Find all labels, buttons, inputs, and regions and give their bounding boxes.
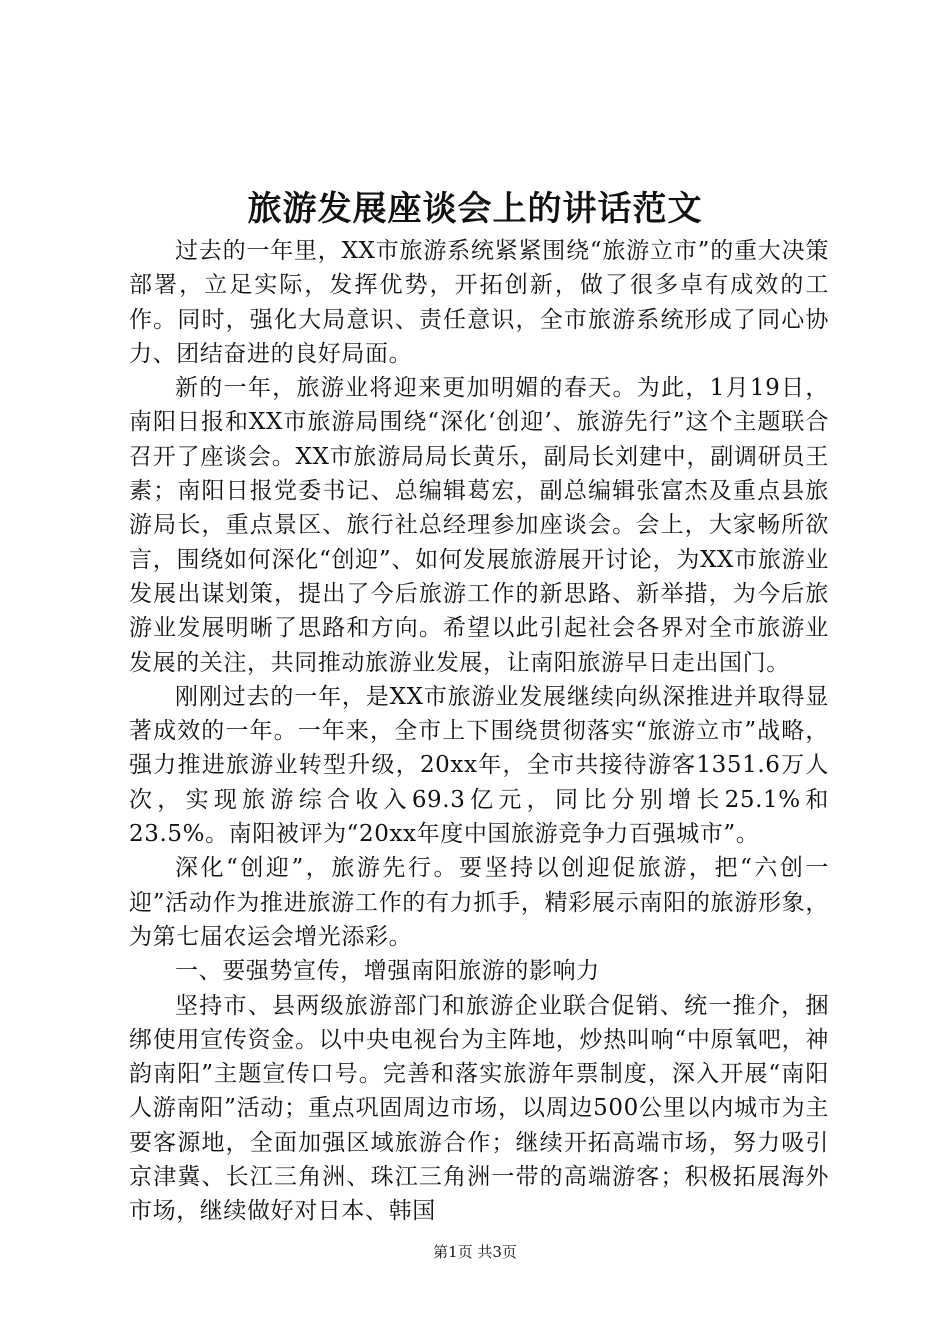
- paragraph-2: 新的一年，旅游业将迎来更加明媚的春天。为此，1月19日，南阳日报和XX市旅游局围绕“深化‘创迎’、旅游先行”这个主题联合召开了座谈会。XX市旅游局局长黄乐，副局长刘建中，副调研员王素；南阳日报党委书记、总编辑葛宏，副总编辑张富杰及重点县旅游局长，重点景区、旅行社总经理参加座谈会。会上，大家畅所欲言，围绕如何深化“创迎”、如何发展旅游展开讨论，为XX市旅游业发展出谋划策，提出了今后旅游工作的新思路、新举措，为今后旅游业发展明晰了思路和方向。希望以此引起社会各界对全市旅游业发展的关注，共同推动旅游业发展，让南阳旅游早日走出国门。: [129, 375, 829, 676]
- section-heading-1: 一、要强势宣传，增强南阳旅游的影响力: [175, 958, 600, 985]
- paragraph-4: 深化“创迎”，旅游先行。要坚持以创迎促旅游，把“六创一迎”活动作为推进旅游工作的有力抓手，精彩展示南阳的旅游形象，为第七届农运会增光添彩。: [129, 855, 829, 950]
- document-body: [129, 234, 829, 1229]
- page-footer: 第1页 共3页: [433, 1243, 517, 1261]
- document-title: 旅游发展座谈会上的讲话范文: [247, 189, 703, 229]
- paragraph-5: 坚持市、县两级旅游部门和旅游企业联合促销、统一推介，捆绑使用宣传资金。以中央电视台为主阵地，炒热叫响“中原氧吧，神韵南阳”主题宣传口号。完善和落实旅游年票制度，深入开展“南阳人游南阳”活动；重点巩固周边市场，以周边500公里以内城市为主要客源地，全面加强区域旅游合作；继续开拓高端市场，努力吸引京津冀、长江三角洲、珠江三角洲一带的高端游客；积极拓展海外市场，继续做好对日本、韩国: [129, 992, 829, 1225]
- paragraph-3: 刚刚过去的一年，是XX市旅游业发展继续向纵深推进并取得显著成效的一年。一年来，全市上下围绕贯彻落实“旅游立市”战略，强力推进旅游业转型升级，20xx年，全市共接待游客1351.6万人次，实现旅游综合收入69.3亿元，同比分别增长25.1%和23.5%。南阳被评为“20xx年度中国旅游竞争力百强城市”。: [129, 683, 829, 848]
- paragraph-1: 过去的一年里，XX市旅游系统紧紧围绕“旅游立市”的重大决策部署，立足实际，发挥优势，开拓创新，做了很多卓有成效的工作。同时，强化大局意识、责任意识，全市旅游系统形成了同心协力、团结奋进的良好局面。: [129, 238, 829, 367]
